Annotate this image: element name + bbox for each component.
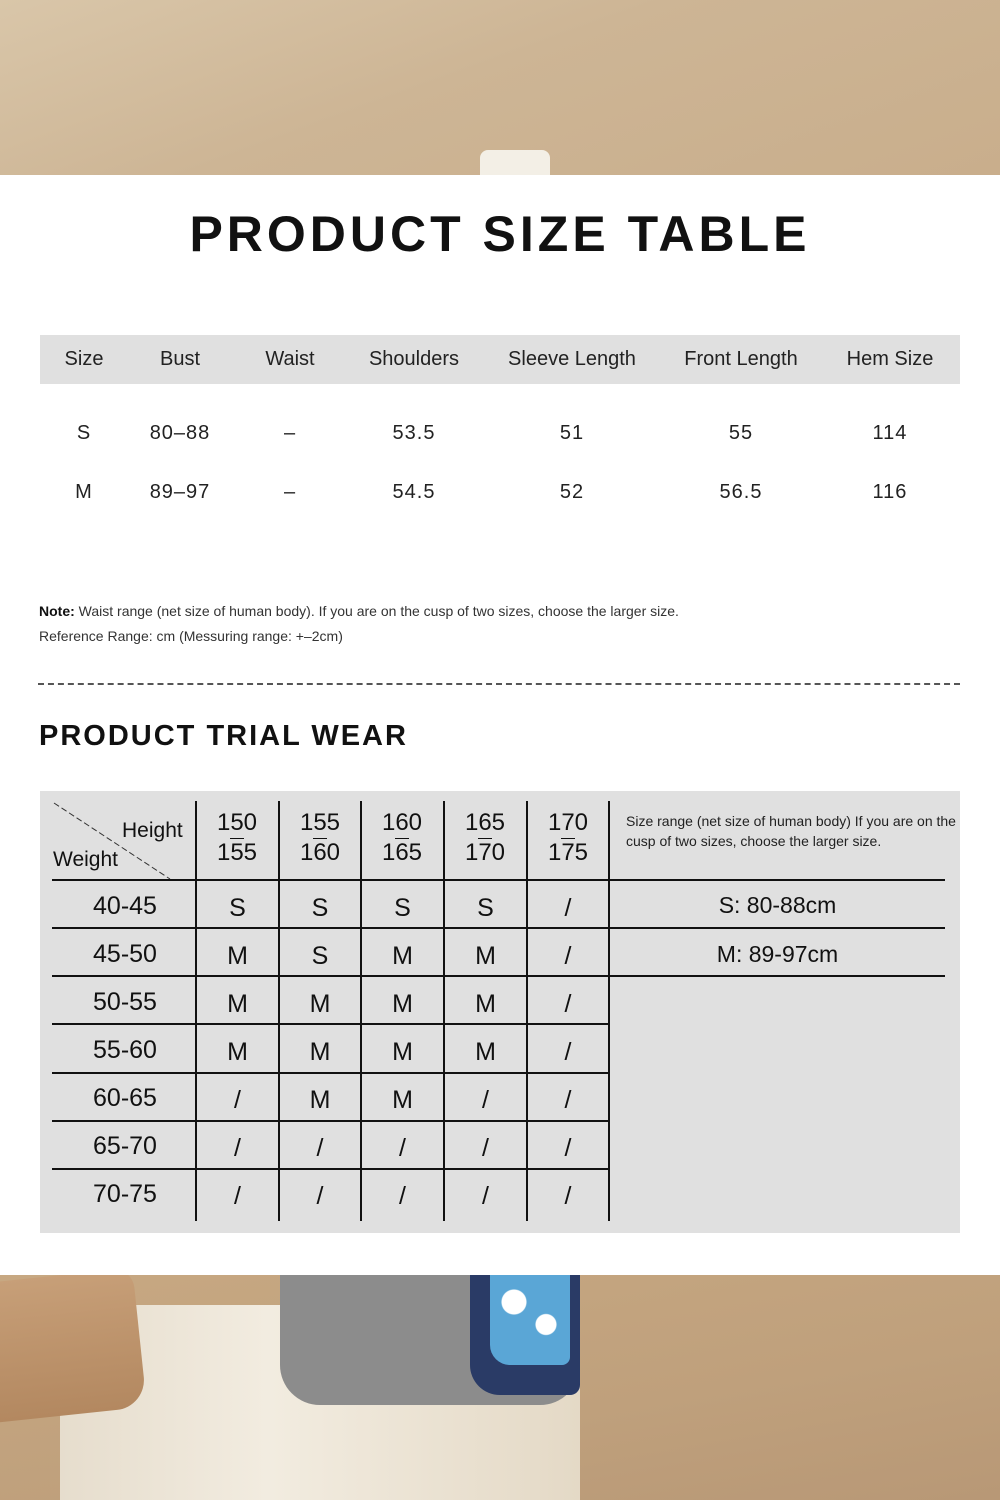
size-table-row	[40, 422, 960, 452]
height-column-155-160	[279, 809, 361, 867]
weight-axis-label: Weight	[53, 848, 118, 871]
cell-front-length: 55	[728, 422, 754, 444]
size-table-row	[40, 481, 960, 511]
size-cell: M	[309, 990, 331, 1018]
note-label: Note:	[39, 603, 75, 619]
weight-label: 50-55	[93, 988, 157, 1016]
range-medium: M: 89-97cm	[716, 941, 839, 967]
size-cell: /	[234, 1182, 241, 1210]
size-cell: M	[392, 1038, 413, 1066]
height-axis-label: Height	[122, 819, 183, 842]
size-cell: /	[482, 1134, 489, 1162]
header-front-length: Front Length	[684, 348, 798, 370]
size-cell: M	[309, 1038, 331, 1066]
grid-line	[52, 1072, 609, 1074]
size-cell: M	[309, 1086, 331, 1114]
grid-line	[608, 801, 610, 1221]
weight-label: 70-75	[93, 1180, 157, 1208]
grid-line	[52, 1168, 609, 1170]
weight-label: 45-50	[93, 940, 157, 968]
height-to: 160	[299, 839, 341, 866]
cell-front-length: 56.5	[719, 481, 763, 503]
cell-waist: –	[283, 422, 297, 444]
size-cell: /	[234, 1086, 241, 1114]
cell-waist: –	[283, 481, 297, 503]
note-line	[39, 599, 679, 624]
size-cell: /	[482, 1086, 489, 1114]
header-sleeve-length: Sleeve Length	[508, 348, 636, 370]
size-cell: /	[399, 1182, 406, 1210]
note-text: Waist range (net size of human body). If you are on the cusp of two sizes, choose the larger size.	[74, 603, 679, 619]
background-photo-bottom	[0, 1275, 1000, 1500]
size-cell: S	[311, 894, 329, 922]
grid-line	[52, 975, 945, 977]
grid-line	[52, 879, 945, 881]
size-cell: M	[227, 942, 248, 970]
grid-line	[52, 927, 945, 929]
height-from: 155	[299, 809, 341, 836]
size-cell: M	[475, 1038, 496, 1066]
cell-sleeve-length: 51	[559, 422, 585, 444]
cell-hem-size: 116	[872, 481, 908, 503]
weight-label: 40-45	[93, 892, 157, 920]
cell-size: M	[75, 481, 93, 503]
height-to: 155	[216, 839, 258, 866]
header-size: Size	[64, 348, 104, 370]
size-cell: /	[564, 1134, 572, 1162]
reference-range: Reference Range: cm (Messuring range: +–2cm)	[39, 628, 343, 644]
size-cell: M	[227, 990, 248, 1018]
size-cell: M	[227, 1038, 248, 1066]
size-cell: S	[477, 894, 494, 922]
height-from: 160	[381, 809, 423, 836]
page-title: PRODUCT SIZE TABLE	[189, 206, 811, 262]
size-cell: M	[475, 990, 496, 1018]
size-cell: /	[564, 1086, 572, 1114]
cell-hem-size: 114	[872, 422, 908, 444]
height-from: 170	[547, 809, 589, 836]
size-cell: /	[564, 894, 572, 922]
grid-line	[52, 1120, 609, 1122]
cell-size: S	[76, 422, 92, 444]
cell-sleeve-length: 52	[559, 481, 585, 503]
height-column-160-165	[361, 809, 443, 867]
height-to: 165	[381, 839, 423, 866]
size-cell: S	[229, 894, 246, 922]
height-column-150-155	[196, 809, 278, 867]
size-cell: S	[311, 942, 329, 970]
size-chart-panel	[0, 175, 1000, 1275]
height-to: 170	[464, 839, 506, 866]
size-cell: /	[482, 1182, 489, 1210]
size-cell: /	[564, 1182, 572, 1210]
weight-label: 65-70	[93, 1132, 157, 1160]
photo-vest-pattern	[490, 1275, 570, 1365]
size-cell: M	[392, 1086, 413, 1114]
weight-label: 55-60	[93, 1036, 157, 1064]
header-hem-size: Hem Size	[846, 348, 934, 370]
cell-bust: 89–97	[149, 481, 211, 503]
size-cell: M	[475, 942, 496, 970]
cell-shoulders: 53.5	[392, 422, 436, 444]
height-from: 150	[216, 809, 258, 836]
size-cell: /	[564, 942, 572, 970]
range-small: S: 80-88cm	[718, 892, 837, 918]
cell-bust: 80–88	[149, 422, 211, 444]
size-cell: /	[316, 1182, 324, 1210]
size-cell: /	[399, 1134, 406, 1162]
trial-wear-table	[40, 791, 960, 1233]
weight-label: 60-65	[93, 1084, 157, 1112]
section-divider	[38, 683, 960, 685]
size-table-header	[40, 335, 960, 384]
size-range-note: Size range (net size of human body) If you are on the cusp of two sizes, choose the larger size.	[626, 813, 956, 849]
height-from: 165	[464, 809, 506, 836]
height-to: 175	[547, 839, 589, 866]
header-shoulders: Shoulders	[368, 348, 460, 370]
header-bust: Bust	[159, 348, 201, 370]
size-cell: /	[564, 990, 572, 1018]
size-cell: /	[564, 1038, 572, 1066]
height-column-165-170	[444, 809, 526, 867]
photo-bag	[0, 1275, 147, 1422]
height-column-170-175	[527, 809, 609, 867]
size-cell: M	[392, 942, 413, 970]
trial-wear-title: PRODUCT TRIAL WEAR	[39, 720, 408, 752]
size-cell: M	[392, 990, 413, 1018]
background-photo-top	[0, 0, 1000, 175]
cell-shoulders: 54.5	[392, 481, 436, 503]
size-cell: /	[234, 1134, 241, 1162]
header-waist: Waist	[265, 348, 315, 370]
size-cell: S	[394, 894, 411, 922]
size-cell: /	[316, 1134, 324, 1162]
size-note	[39, 599, 679, 649]
grid-line	[52, 1023, 609, 1025]
